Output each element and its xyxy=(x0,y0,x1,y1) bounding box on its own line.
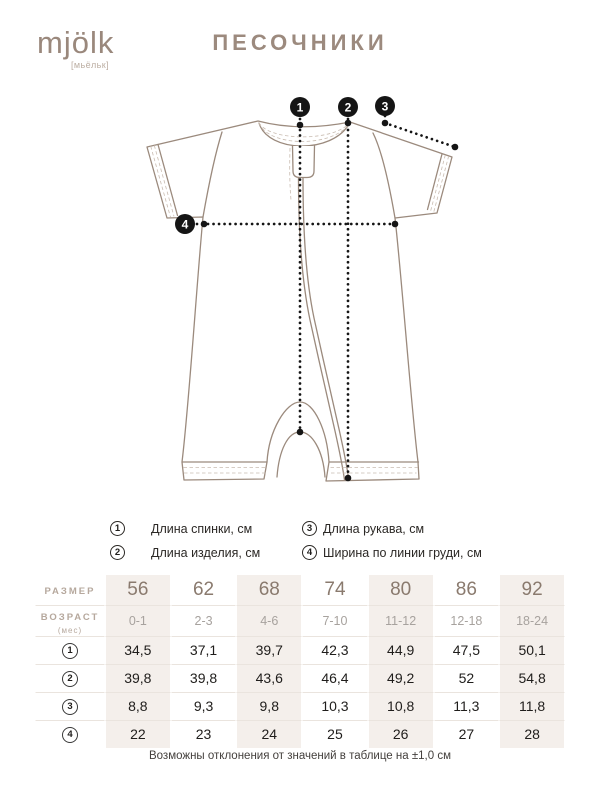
age-unit: (мес) xyxy=(57,626,83,635)
legend-circle-4: 4 xyxy=(302,545,317,560)
size-cell: 74 xyxy=(302,575,368,605)
zipper-tab xyxy=(293,146,315,178)
measure-dot xyxy=(382,120,389,127)
marker-1-label: 1 xyxy=(296,100,304,115)
size-cell: 56 xyxy=(105,575,171,605)
value-cell: 39,8 xyxy=(171,664,237,692)
tolerance-note: Возможны отклонения от значений в таблице на ±1,0 см xyxy=(149,750,451,762)
size-label-cell xyxy=(35,575,105,605)
legend-item-3 xyxy=(302,521,424,536)
marker-2-label: 2 xyxy=(344,100,352,115)
measure-row-2 xyxy=(35,664,565,692)
value-cell: 54,8 xyxy=(499,664,565,692)
value-cell: 47,5 xyxy=(434,636,500,664)
romper-diagram-container xyxy=(100,85,500,515)
measure-dot xyxy=(297,122,304,129)
value-cell: 23 xyxy=(171,720,237,748)
legend-label-4: Ширина по линии груди, см xyxy=(323,545,482,560)
row-num-cell xyxy=(35,692,105,720)
measure-row-4 xyxy=(35,720,565,748)
measure-dot xyxy=(345,120,352,127)
crotch-inner-seam xyxy=(277,432,325,477)
value-cell: 9,8 xyxy=(236,692,302,720)
value-cell: 42,3 xyxy=(302,636,368,664)
size-cell: 86 xyxy=(434,575,500,605)
size-label: РАЗМЕР xyxy=(44,586,96,597)
size-cell: 68 xyxy=(236,575,302,605)
value-cell: 50,1 xyxy=(499,636,565,664)
value-cell: 34,5 xyxy=(105,636,171,664)
age-cell: 7-10 xyxy=(302,605,368,636)
row-circle-4: 4 xyxy=(62,727,78,743)
measure-dot xyxy=(201,221,208,228)
marker-3-label: 3 xyxy=(381,99,389,114)
value-cell: 9,3 xyxy=(171,692,237,720)
row-circle-1: 1 xyxy=(62,643,78,659)
legend-label-2: Длина изделия, см xyxy=(151,545,261,560)
legend-item-4 xyxy=(302,545,482,560)
value-cell: 46,4 xyxy=(302,664,368,692)
age-cell: 4-6 xyxy=(236,605,302,636)
legend-circle-1: 1 xyxy=(110,521,125,536)
legend-item-2 xyxy=(110,545,260,560)
age-cell: 2-3 xyxy=(171,605,237,636)
size-cell: 80 xyxy=(368,575,434,605)
value-cell: 52 xyxy=(434,664,500,692)
value-cell: 39,7 xyxy=(236,636,302,664)
age-cell: 0-1 xyxy=(105,605,171,636)
measure-dot xyxy=(452,144,459,151)
marker-4-label: 4 xyxy=(181,217,189,232)
size-table xyxy=(35,575,565,748)
value-cell: 8,8 xyxy=(105,692,171,720)
size-row xyxy=(35,575,565,605)
legend-label-3: Длина рукава, см xyxy=(323,521,425,536)
measure-dot xyxy=(345,475,352,482)
value-cell: 24 xyxy=(236,720,302,748)
age-label: ВОЗРАСТ xyxy=(40,612,100,623)
value-cell: 39,8 xyxy=(105,664,171,692)
value-cell: 27 xyxy=(434,720,500,748)
value-cell: 44,9 xyxy=(368,636,434,664)
measure-row-1 xyxy=(35,636,565,664)
romper-diagram xyxy=(100,85,500,515)
age-cell: 18-24 xyxy=(499,605,565,636)
legend-circle-2: 2 xyxy=(110,545,125,560)
value-cell: 11,8 xyxy=(499,692,565,720)
age-cell: 12-18 xyxy=(434,605,500,636)
legend-circle-3: 3 xyxy=(302,521,317,536)
measure-dot xyxy=(297,429,304,436)
measure-row-3 xyxy=(35,692,565,720)
size-cell: 62 xyxy=(171,575,237,605)
value-cell: 10,8 xyxy=(368,692,434,720)
age-label-cell xyxy=(35,605,105,636)
value-cell: 43,6 xyxy=(236,664,302,692)
legend-item-1 xyxy=(110,521,252,536)
brand-logo-text: mjölk xyxy=(37,25,115,60)
size-cell: 92 xyxy=(499,575,565,605)
value-cell: 37,1 xyxy=(171,636,237,664)
page-title: ПЕСОЧНИКИ xyxy=(212,30,388,55)
measure-dot xyxy=(392,221,399,228)
value-cell: 28 xyxy=(499,720,565,748)
legend-label-1: Длина спинки, см xyxy=(151,521,253,536)
value-cell: 11,3 xyxy=(434,692,500,720)
value-cell: 22 xyxy=(105,720,171,748)
value-cell: 10,3 xyxy=(302,692,368,720)
row-circle-3: 3 xyxy=(62,699,78,715)
row-num-cell xyxy=(35,664,105,692)
value-cell: 25 xyxy=(302,720,368,748)
row-num-cell xyxy=(35,720,105,748)
age-row xyxy=(35,605,565,636)
row-num-cell xyxy=(35,636,105,664)
value-cell: 49,2 xyxy=(368,664,434,692)
row-circle-2: 2 xyxy=(62,671,78,687)
value-cell: 26 xyxy=(368,720,434,748)
brand-logo-transcription: [мьёльк] xyxy=(71,59,109,70)
age-cell: 11-12 xyxy=(368,605,434,636)
